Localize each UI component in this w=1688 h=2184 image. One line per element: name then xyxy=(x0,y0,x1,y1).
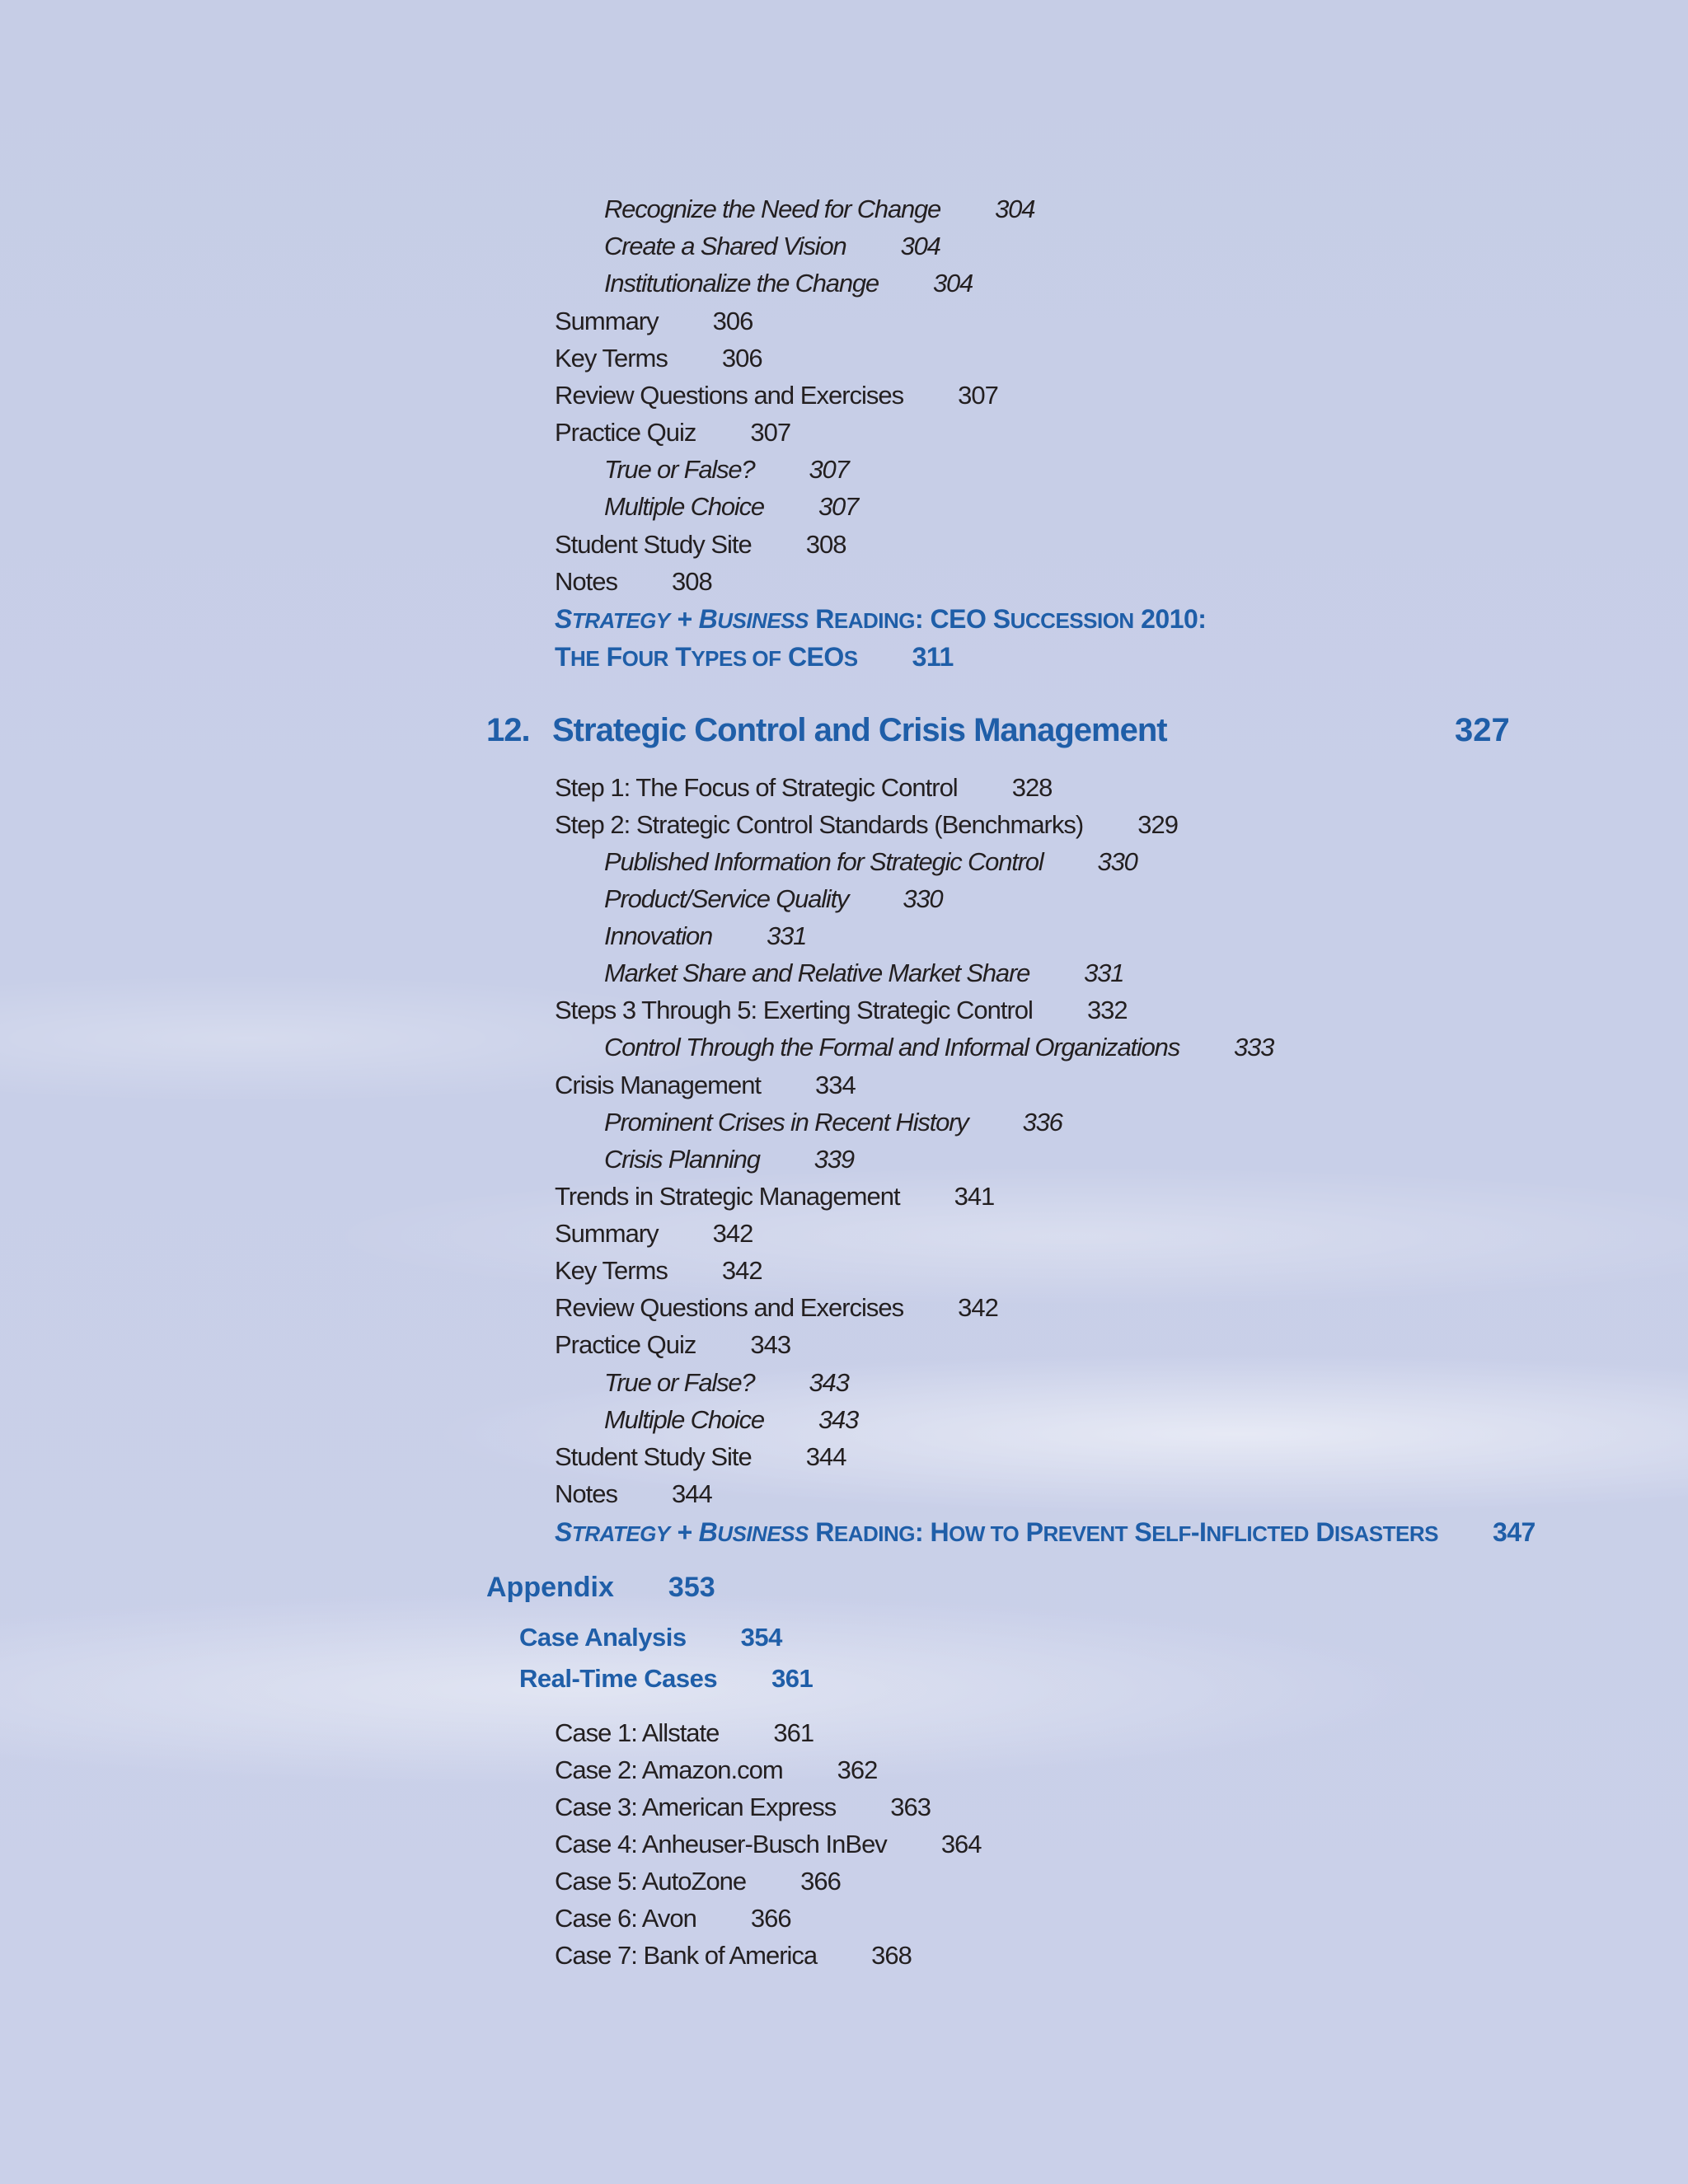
entry-page: 342 xyxy=(958,1293,998,1322)
entry-page: 306 xyxy=(712,307,753,335)
case-title: Case 7: Bank of America xyxy=(555,1941,818,1970)
entry-page: 334 xyxy=(815,1071,856,1099)
entry-title: Notes xyxy=(555,567,617,596)
case-title: Case 1: Allstate xyxy=(555,1718,720,1747)
case-entry[interactable] xyxy=(555,1717,814,1750)
reading-text: T xyxy=(555,642,571,672)
toc-entry[interactable] xyxy=(604,267,973,300)
case-page: 366 xyxy=(750,1904,791,1933)
entry-title: Prominent Crises in Recent History xyxy=(604,1108,968,1137)
toc-entry[interactable] xyxy=(555,994,1128,1027)
entry-title: Innovation xyxy=(604,921,713,950)
entry-page: 344 xyxy=(671,1479,712,1508)
entry-page: 304 xyxy=(995,194,1035,223)
entry-title: Multiple Choice xyxy=(604,492,764,521)
reading-text: T xyxy=(668,642,692,672)
reading-text: B xyxy=(698,604,718,634)
toc-entry[interactable] xyxy=(555,528,846,561)
toc-entry[interactable] xyxy=(604,957,1123,990)
entry-title: Step 1: The Focus of Strategic Control xyxy=(555,773,958,802)
entry-title: Crisis Management xyxy=(555,1071,762,1099)
case-page: 363 xyxy=(890,1793,931,1821)
reading-text: ELF xyxy=(1151,1521,1191,1546)
entry-page: 304 xyxy=(900,232,940,260)
reading-text: R xyxy=(815,604,834,634)
reading-text: S xyxy=(555,604,572,634)
reading-page: 347 xyxy=(1492,1517,1536,1547)
reading-text: REVENT xyxy=(1043,1521,1128,1546)
real-time-cases-page: 361 xyxy=(771,1664,814,1693)
case-page: 366 xyxy=(800,1867,841,1896)
toc-entry[interactable] xyxy=(604,1106,1062,1139)
case-page: 368 xyxy=(871,1941,912,1970)
toc-entry[interactable] xyxy=(604,1031,1273,1064)
toc-entry[interactable] xyxy=(555,565,712,598)
reading-text: D xyxy=(1308,1517,1334,1547)
entry-page: 308 xyxy=(805,530,846,559)
reading-text: OF xyxy=(746,646,781,671)
entry-page: 339 xyxy=(814,1145,854,1174)
toc-entry[interactable] xyxy=(604,920,806,953)
entry-title: Create a Shared Vision xyxy=(604,232,846,260)
reading-page: 311 xyxy=(912,642,954,672)
entry-title: Student Study Site xyxy=(555,530,752,559)
toc-entry[interactable] xyxy=(555,1254,762,1287)
entry-title: Practice Quiz xyxy=(555,1330,696,1359)
reading-text: CEO xyxy=(781,642,844,672)
entry-title: Crisis Planning xyxy=(604,1145,760,1174)
toc-entry[interactable] xyxy=(604,846,1137,879)
reading-text: OW xyxy=(949,1521,985,1546)
case-entry[interactable] xyxy=(555,1865,841,1898)
entry-title: Institutionalize the Change xyxy=(604,269,879,298)
reading-text: OUR xyxy=(621,646,668,671)
chapter-number: 12. xyxy=(486,712,530,748)
reading-text: S xyxy=(1127,1517,1152,1547)
case-entry[interactable] xyxy=(555,1902,791,1935)
toc-entry[interactable] xyxy=(604,1143,854,1176)
entry-page: 308 xyxy=(671,567,712,596)
entry-title: Recognize the Need for Change xyxy=(604,194,941,223)
toc-entry[interactable] xyxy=(555,1180,994,1213)
appendix-title: Appendix xyxy=(486,1572,614,1603)
entry-page: 307 xyxy=(809,455,849,484)
reading-text: ISASTERS xyxy=(1334,1521,1438,1546)
entry-title: True or False? xyxy=(604,1368,755,1397)
reading-text: NFLICTED xyxy=(1206,1521,1309,1546)
reading-text: 2010: xyxy=(1133,604,1207,634)
entry-page: 307 xyxy=(958,381,998,410)
entry-page: 332 xyxy=(1086,996,1128,1024)
reading-text: EADING xyxy=(833,608,915,633)
entry-title: Key Terms xyxy=(555,1256,668,1285)
entry-page: 342 xyxy=(712,1219,753,1248)
toc-entry[interactable] xyxy=(555,342,762,375)
real-time-cases-title: Real-Time Cases xyxy=(519,1664,718,1693)
reading-link-self-inflicted-disasters[interactable] xyxy=(555,1515,1536,1551)
reading-text: EADING xyxy=(833,1521,915,1546)
entry-page: 328 xyxy=(1011,773,1053,802)
entry-title: Steps 3 Through 5: Exerting Strategic Control xyxy=(555,996,1033,1024)
reading-text: USINESS xyxy=(717,608,809,633)
case-entry[interactable] xyxy=(555,1939,912,1972)
entry-title: Notes xyxy=(555,1479,617,1508)
toc-entry[interactable] xyxy=(555,808,1178,841)
reading-text: B xyxy=(698,1517,718,1547)
case-title: Case 5: AutoZone xyxy=(555,1867,747,1896)
reading-text: + xyxy=(677,1517,692,1547)
case-analysis-heading[interactable] xyxy=(519,1620,782,1655)
case-title: Case 3: American Express xyxy=(555,1793,837,1821)
toc-entry[interactable] xyxy=(604,193,1034,226)
case-entry[interactable] xyxy=(555,1754,877,1787)
reading-text: TRATEGY xyxy=(571,1521,670,1546)
entry-title: Student Study Site xyxy=(555,1442,752,1471)
toc-entry[interactable] xyxy=(555,1478,712,1511)
case-page: 361 xyxy=(773,1718,814,1747)
reading-link-ceo-succession[interactable] xyxy=(555,602,1206,638)
appendix-page: 353 xyxy=(668,1572,715,1603)
case-entry[interactable] xyxy=(555,1828,982,1861)
toc-entry[interactable] xyxy=(604,230,940,263)
entry-title: Multiple Choice xyxy=(604,1405,764,1434)
entry-title: True or False? xyxy=(604,455,755,484)
case-title: Case 4: Anheuser-Busch InBev xyxy=(555,1830,887,1858)
reading-link-ceo-succession-line2[interactable] xyxy=(555,640,954,676)
reading-text: -I xyxy=(1190,1517,1207,1547)
reading-text: P xyxy=(1019,1517,1043,1547)
toc-entry[interactable] xyxy=(604,490,858,523)
reading-text: TO xyxy=(984,1521,1020,1546)
entry-page: 344 xyxy=(805,1442,846,1471)
chapter-page: 327 xyxy=(1455,712,1510,748)
reading-text: USINESS xyxy=(717,1521,809,1546)
real-time-cases-heading[interactable] xyxy=(519,1661,813,1696)
entry-page: 330 xyxy=(1097,847,1137,876)
entry-page: 341 xyxy=(954,1182,995,1211)
entry-title: Summary xyxy=(555,1219,659,1248)
entry-page: 306 xyxy=(721,344,762,373)
case-title: Case 2: Amazon.com xyxy=(555,1755,783,1784)
entry-title: Review Questions and Exercises xyxy=(555,381,904,410)
entry-page: 307 xyxy=(818,492,859,521)
reading-text: S xyxy=(555,1517,572,1547)
toc-entry[interactable] xyxy=(555,1069,856,1102)
reading-text: F xyxy=(599,642,622,672)
case-entry[interactable] xyxy=(555,1791,931,1824)
toc-entry[interactable] xyxy=(555,1441,846,1474)
entry-page: 343 xyxy=(750,1330,791,1359)
entry-page: 304 xyxy=(932,269,973,298)
entry-title: Step 2: Strategic Control Standards (Benchmarks) xyxy=(555,810,1084,839)
entry-page: 330 xyxy=(903,884,943,913)
reading-text: UCCESSION xyxy=(1010,608,1134,633)
reading-text: : CEO S xyxy=(915,604,1010,634)
case-analysis-title: Case Analysis xyxy=(519,1623,687,1652)
entry-title: Market Share and Relative Market Share xyxy=(604,958,1030,987)
reading-text: TRATEGY xyxy=(571,608,670,633)
toc-entry[interactable] xyxy=(555,1217,753,1250)
toc-entry[interactable] xyxy=(604,1404,858,1436)
entry-title: Published Information for Strategic Control xyxy=(604,847,1043,876)
toc-entry[interactable] xyxy=(555,416,790,449)
reading-text: : H xyxy=(915,1517,950,1547)
entry-title: Trends in Strategic Management xyxy=(555,1182,900,1211)
toc-entry[interactable] xyxy=(555,1291,998,1324)
appendix-heading[interactable] xyxy=(486,1569,715,1605)
entry-page: 342 xyxy=(721,1256,762,1285)
entry-page: 333 xyxy=(1234,1033,1274,1062)
entry-page: 331 xyxy=(767,921,807,950)
toc-entry[interactable] xyxy=(604,1366,849,1399)
reading-text: HE xyxy=(570,646,600,671)
entry-title: Review Questions and Exercises xyxy=(555,1293,904,1322)
case-page: 362 xyxy=(837,1755,878,1784)
entry-page: 331 xyxy=(1084,958,1124,987)
entry-title: Summary xyxy=(555,307,659,335)
entry-title: Product/Service Quality xyxy=(604,884,849,913)
case-title: Case 6: Avon xyxy=(555,1904,696,1933)
toc-entry[interactable] xyxy=(604,453,849,486)
case-analysis-page: 354 xyxy=(740,1623,782,1652)
entry-page: 343 xyxy=(818,1405,859,1434)
toc-entry[interactable] xyxy=(604,883,942,916)
entry-page: 329 xyxy=(1137,810,1178,839)
reading-text: S xyxy=(843,646,858,671)
entry-title: Key Terms xyxy=(555,344,668,373)
toc-entry[interactable] xyxy=(555,1329,790,1361)
entry-page: 343 xyxy=(809,1368,849,1397)
entry-title: Practice Quiz xyxy=(555,418,696,447)
toc-entry[interactable] xyxy=(555,379,998,412)
chapter-title[interactable]: Strategic Control and Crisis Management xyxy=(552,712,1167,748)
entry-page: 307 xyxy=(750,418,791,447)
entry-page: 336 xyxy=(1022,1108,1062,1137)
toc-entry[interactable] xyxy=(555,771,1052,804)
reading-text: YPES xyxy=(691,646,747,671)
entry-title: Control Through the Formal and Informal Organizations xyxy=(604,1033,1179,1062)
reading-text: R xyxy=(815,1517,834,1547)
case-page: 364 xyxy=(940,1830,982,1858)
toc-entry[interactable] xyxy=(555,305,753,338)
reading-text: + xyxy=(677,604,692,634)
